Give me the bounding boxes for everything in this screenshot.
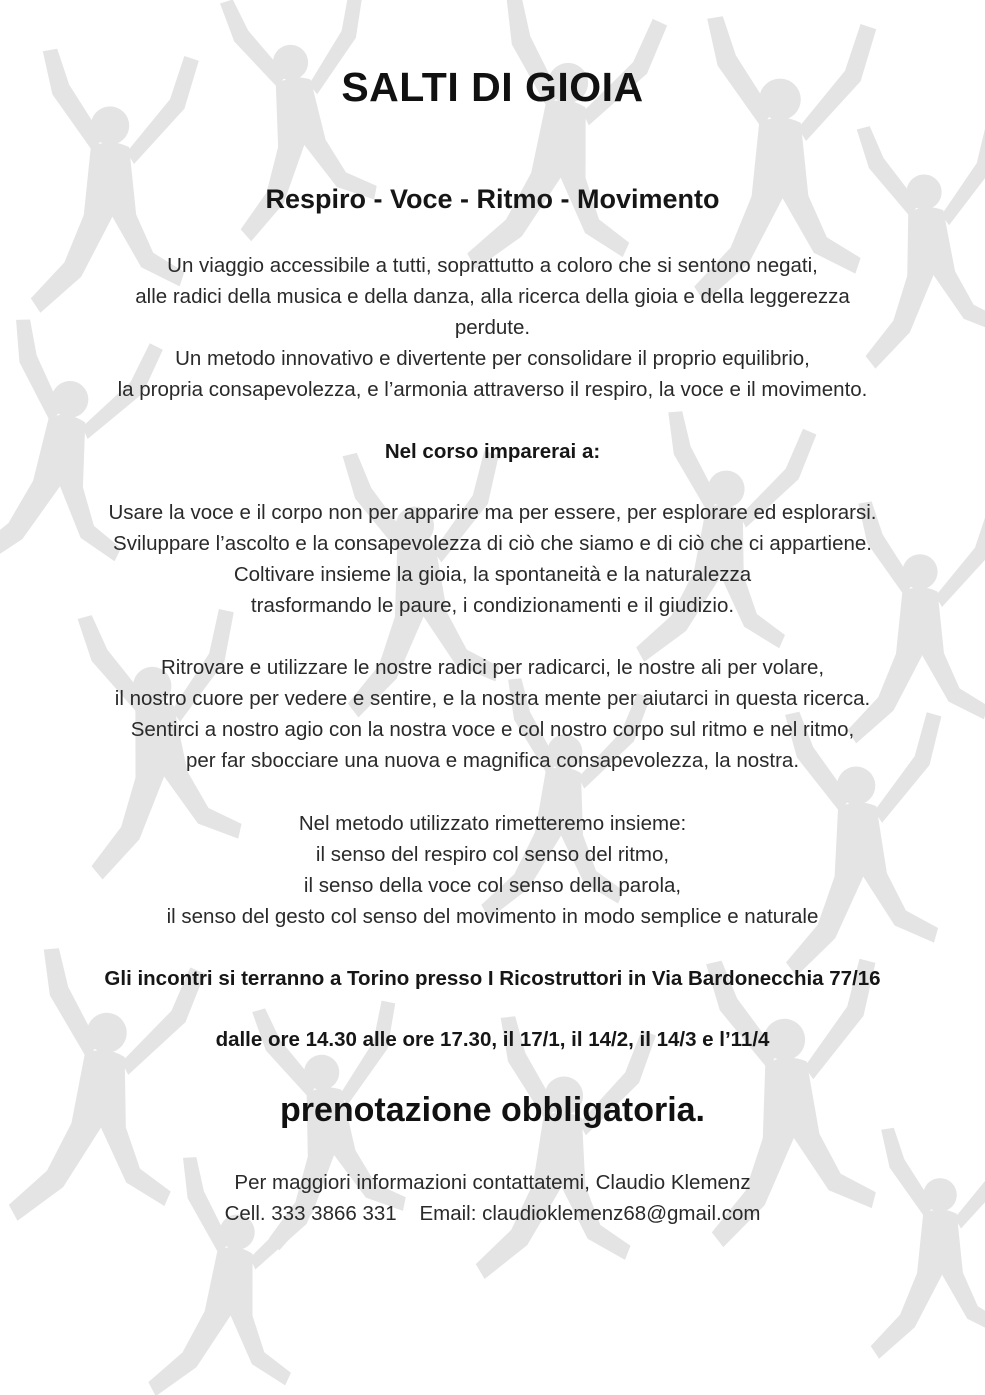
learn-line: Coltivare insieme la gioia, la spontaneità e la naturalezza [233, 563, 752, 586]
learn-paragraph [0, 497, 985, 621]
intro-line: perdute. [454, 316, 531, 339]
roots-paragraph [0, 652, 985, 776]
intro-line: Un metodo innovativo e divertente per consolidare il proprio equilibrio, [175, 347, 810, 370]
flyer-title: SALTI DI GIOIA [341, 64, 644, 110]
learn-line: Sviluppare l’ascolto e la consapevolezza di ciò che siamo e di ciò che ci appartiene. [113, 532, 872, 555]
location-block [0, 963, 985, 994]
flyer-subtitle: Respiro - Voce - Ritmo - Movimento [265, 184, 720, 214]
method-line: il senso del gesto col senso del movimento in modo semplice e naturale [166, 905, 819, 928]
roots-line: il nostro cuore per vedere e sentire, e la nostra mente per aiutarci in questa ricerca. [114, 687, 871, 710]
booking-notice: prenotazione obbligatoria. [279, 1091, 706, 1129]
location-text: Gli incontri si terranno a Torino presso I Ricostruttori in Via Bardonecchia 77/16 [104, 967, 881, 990]
contact-block [0, 1167, 985, 1229]
method-line: il senso della voce col senso della parola, [303, 874, 682, 897]
learn-line: trasformando le paure, i condizionamenti e il giudizio. [250, 594, 735, 617]
roots-line: per far sbocciare una nuova e magnifica consapevolezza, la nostra. [185, 749, 800, 772]
method-paragraph [0, 808, 985, 932]
learn-line: Usare la voce e il corpo non per apparire ma per essere, per esplorare ed esplorarsi. [108, 501, 877, 524]
intro-paragraph [0, 250, 985, 405]
intro-line: la propria consapevolezza, e l’armonia attraverso il respiro, la voce e il movimento. [117, 378, 868, 401]
method-line: il senso del respiro col senso del ritmo, [315, 843, 670, 866]
contact-line: Per maggiori informazioni contattatemi, Claudio Klemenz [234, 1171, 751, 1194]
contact-line: Cell. 333 3866 331 Email: claudioklemenz68@gmail.com [224, 1202, 761, 1225]
schedule-text: dalle ore 14.30 alle ore 17.30, il 17/1, il 14/2, il 14/3 e l’11/4 [215, 1028, 770, 1051]
schedule-block [0, 1024, 985, 1055]
method-line: Nel metodo utilizzato rimetteremo insieme: [298, 812, 687, 835]
intro-line: alle radici della musica e della danza, alla ricerca della gioia e della leggerezza [135, 285, 850, 308]
roots-line: Sentirci a nostro agio con la nostra voce e col nostro corpo sul ritmo e nel ritmo, [130, 718, 855, 741]
course-heading-block [0, 436, 985, 467]
course-heading: Nel corso imparerai a: [384, 440, 601, 463]
roots-line: Ritrovare e utilizzare le nostre radici per radicarci, le nostre ali per volare, [160, 656, 825, 679]
intro-line: Un viaggio accessibile a tutti, soprattutto a coloro che si sentono negati, [167, 254, 818, 277]
